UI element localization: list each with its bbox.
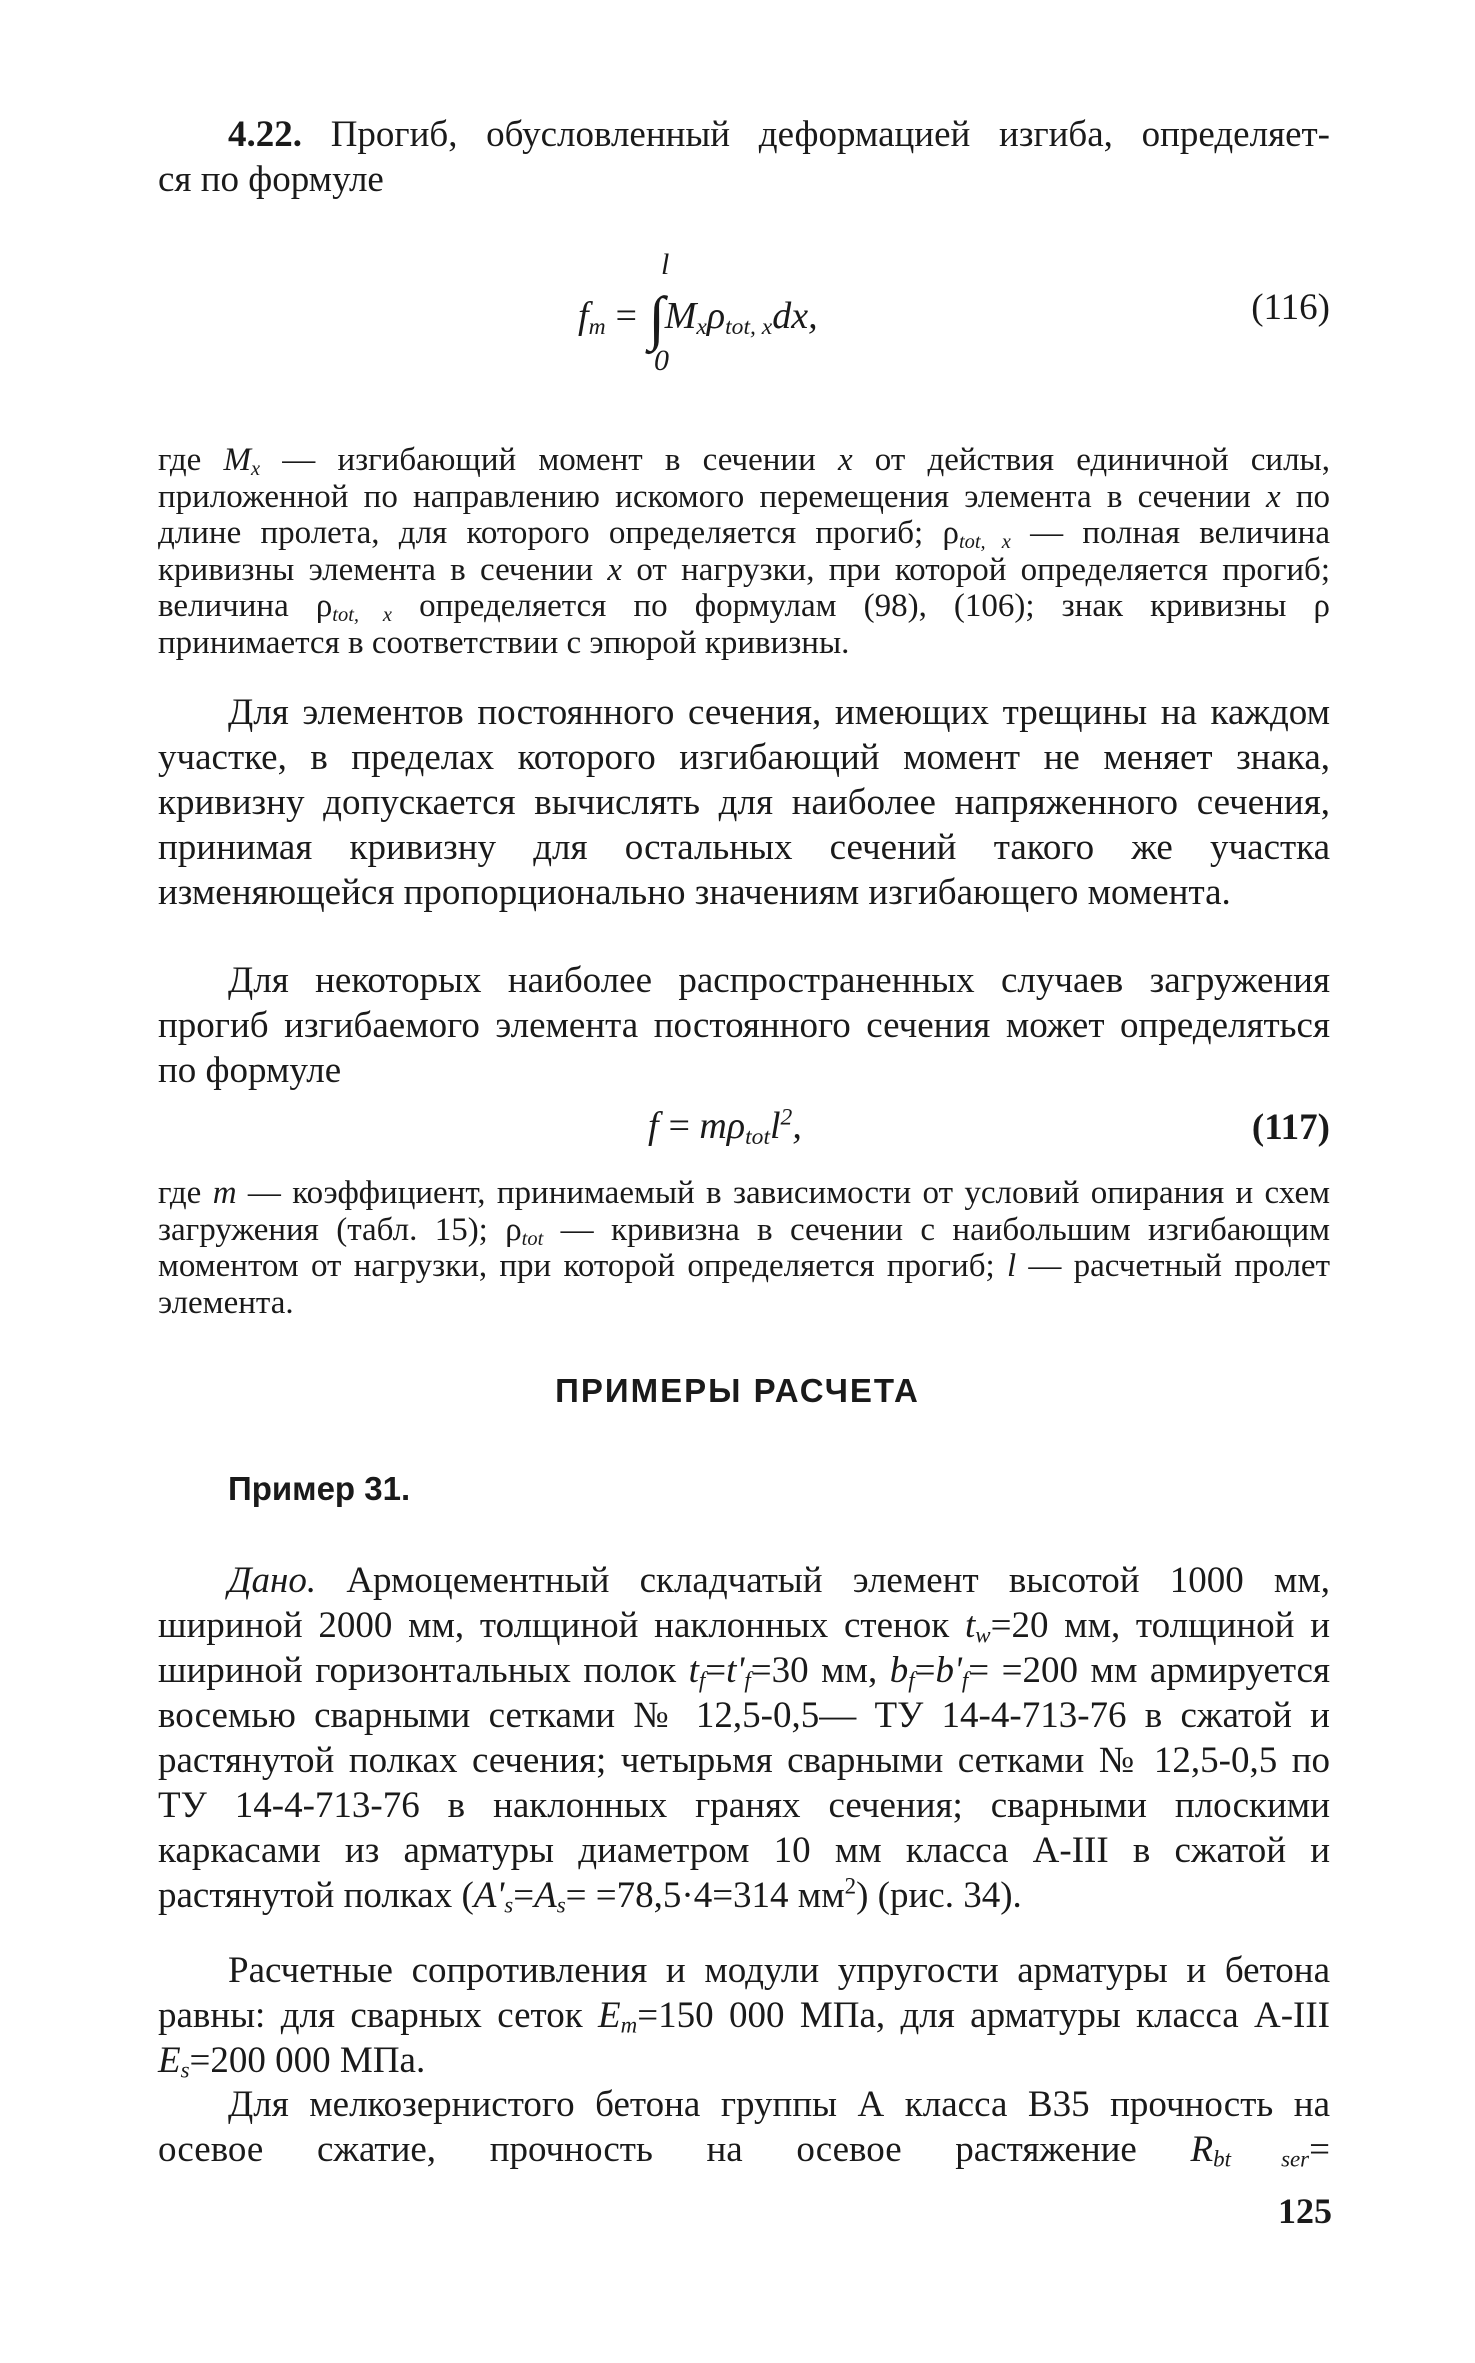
common-cases-text: Для некоторых наиболее распространенных случаев загружения прогиб изгибаемого элемента постоянного сечения может определяться по формуле	[158, 960, 1330, 1091]
integral-lower-limit: 0	[654, 344, 669, 377]
formula-116	[158, 248, 1330, 380]
formula-116-number: (116)	[1251, 287, 1330, 328]
given-text: Дано. Армоцементный складчатый элемент высотой 1000 мм, шириной 2000 мм, толщиной наклонных стенок $t_w=20$ мм, толщиной и шириной горизонтальных полок $t_f=t'_f=30$ мм, $b_f=b'_f= =200$ мм армируется восемью сварными сетками № 12,5-0,5— ТУ 14-4-713-76 в сжатой и растянутой полках сечения; четырьмя сварными сетками № 12,5-0,5 по ТУ 14-4-713-76 в наклонных гранях сечения; сварными плоскими каркасами из арматуры диаметром 10 мм класса А-III в сжатой и растянутой полках ($A'_s=A_s= =78,5\cdot 4=314$ $мм^2$) (рис. 34).	[158, 1560, 1330, 1918]
where-117-text: где m — коэффициент, принимаемый в зависимости от условий опирания и схем загружения (табл. 15); $\rho_{tot}$ — кривизна в сечении с наибольшим изгибающим моментом от нагрузки, при которой определяется прогиб; l — расчетный пролет элемента.	[158, 1175, 1330, 1321]
example-31-given	[158, 1558, 1330, 1918]
example-31-resistances	[158, 1948, 1330, 2083]
where-116-text: где $M_x$ — изгибающий момент в сечении x от действия единичной силы, приложенной по направлению искомого перемещения элемента в сечении x по длине пролета, для которого определяется прогиб; $\rho_{tot, x}$ — полная величина кривизны элемента в сечении x от нагрузки, при которой определяется прогиб; величина $\rho_{tot, x}$ определяется по формулам (98), (106); знак кривизны ρ принимается в соответствии с эпюрой кривизны.	[158, 442, 1331, 661]
constant-section-text: Для элементов постоянного сечения, имеющих трещины на каждом участке, в пределах которого изгибающий момент не меняет знака, кривизну допускается вычислять для наиболее напряженного сечения, принимая кривизну для остальных сечений такого же участка изменяющейся пропорционально значениям изгибающего момента.	[158, 692, 1330, 913]
formula-117-number: (117)	[1251, 1107, 1330, 1148]
paragraph-common-cases	[158, 958, 1330, 1093]
section-4-22-intro	[158, 112, 1330, 202]
page-number: 125	[1278, 2191, 1332, 2231]
examples-heading: ПРИМЕРЫ РАСЧЕТА	[555, 1372, 920, 1409]
formula-117	[158, 1100, 1330, 1160]
intro-line-2: ся по формуле	[158, 159, 384, 200]
formula-116-expression: $f_m = \int M_x\rho_{tot, x}dx$,	[578, 285, 818, 351]
paragraph-constant-section	[158, 690, 1330, 915]
given-label: Дано.	[228, 1560, 317, 1601]
formula-116-explanation	[158, 442, 1330, 661]
formula-117-explanation	[158, 1175, 1330, 1321]
formula-117-expression: $f = m\rho_{tot}l^2$,	[648, 1104, 802, 1150]
intro-line-1: 4.22. Прогиб, обусловленный деформацией изгиба, определяет-	[228, 114, 1330, 155]
example-title: Пример 31.	[228, 1470, 411, 1507]
resistances-text: Расчетные сопротивления и модули упругости арматуры и бетона равны: для сварных сеток $E_m=150$ 000 МПа, для арматуры класса А-III $E_s=200$ 000 МПа.	[158, 1950, 1330, 2083]
example-31-concrete	[158, 2082, 1330, 2172]
concrete-text: Для мелкозернистого бетона группы А класса В35 прочность на осевое сжатие, прочность на осевое растяжение $R_{bt ser}=$	[158, 2084, 1330, 2172]
integral-upper-limit: l	[661, 248, 670, 281]
